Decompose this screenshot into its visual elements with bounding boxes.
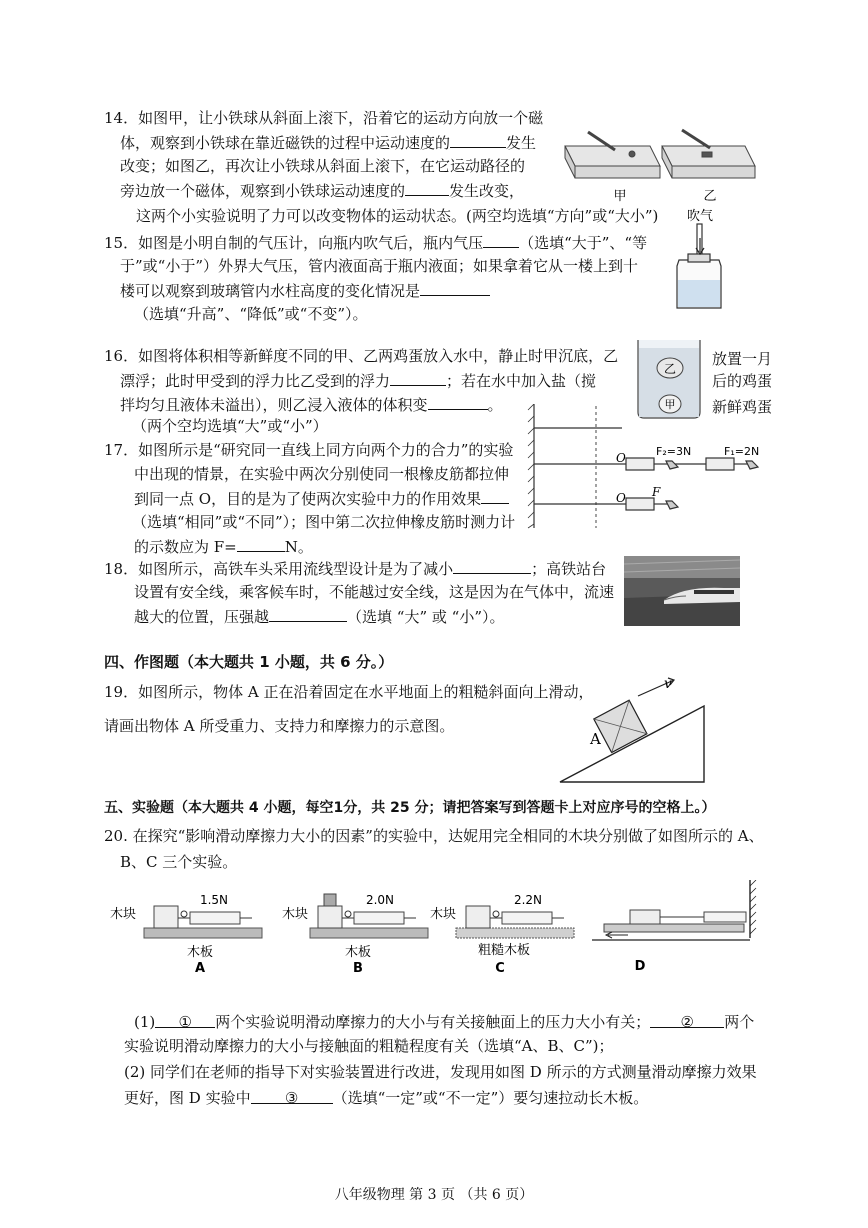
q16-egg-jia: 甲 <box>664 398 676 411</box>
q18-line3-tail: （选填 “大” 或 “小”）。 <box>347 608 505 626</box>
q16-line2-tail: ；若在水中加入盐（搅 <box>446 372 597 390</box>
q20-b-tag: B <box>353 961 363 976</box>
q19-line1: 19．如图所示，物体 A 正在沿着固定在水平地面上的粗糙斜面向上滑动， <box>104 683 594 701</box>
q20-d-tag: D <box>634 959 646 974</box>
q16-label-fresh: 新鲜鸡蛋 <box>712 398 773 416</box>
q15-line4: （选填“升高”、“降低”或“不变”）。 <box>134 305 368 323</box>
q17-blank-2 <box>237 536 285 552</box>
q17-label-o1: O <box>616 451 626 465</box>
q14-line2 <box>120 132 536 153</box>
q18-train-photo <box>624 556 740 626</box>
q20-b-board: 木板 <box>344 945 372 960</box>
q14-label-jia: 甲 <box>613 189 627 204</box>
q15-line1 <box>104 232 647 253</box>
q17-line4: （选填“相同”或“不同”）；图中第二次拉伸橡皮筋时测力计 <box>132 513 516 531</box>
q14-line1: 14．如图甲，让小铁球从斜面上滚下，沿着它的运动方向放一个磁 <box>104 109 544 127</box>
q15-blank-1 <box>483 232 519 248</box>
q16-label-old-1: 放置一月 <box>712 350 773 368</box>
q14-blank-1 <box>450 132 506 148</box>
q20-part1-tail: 两个 <box>724 1013 755 1031</box>
q16-line3 <box>120 394 503 415</box>
q15-label-chuiqi: 吹气 <box>686 209 714 224</box>
q20-part1-line2: 实验说明滑动摩擦力的大小与接触面的粗糙程度有关（选填“A、B、C”)； <box>124 1037 614 1055</box>
page-footer: 八年级物理 第 3 页 （共 6 页） <box>334 1187 534 1203</box>
q16-line3-text: 拌均匀且液体未溢出），则乙浸入液体的体积变 <box>120 396 428 414</box>
q18-line1 <box>104 558 606 579</box>
q18-line2: 设置有安全线，乘客候车时，不能越过安全线，这是因为在气体中，流速 <box>134 583 615 601</box>
q20-figure-c <box>430 884 578 976</box>
q19-label-a: A <box>590 730 601 748</box>
q19-line2: 请画出物体 A 所受重力、支持力和摩擦力的示意图。 <box>104 717 455 735</box>
q15-line1-text: 15．如图是小明自制的气压计，向瓶内吹气后，瓶内气压 <box>104 234 484 252</box>
q17-label-f2: F₂=3N <box>656 445 692 458</box>
q20-part2-tail: （选填“一定”或“不一定”）要匀速拉动长木板。 <box>332 1089 649 1107</box>
q20-a-tag: A <box>194 961 206 976</box>
q17-line2: 中出现的情景，在实验中两次分别使同一根橡皮筋都拉伸 <box>134 465 510 483</box>
q16-blank-1 <box>390 370 446 386</box>
q14-line3: 改变；如图乙，再次让小铁球从斜面上滚下，在它运动路径的 <box>120 157 526 175</box>
q15-line3 <box>120 280 490 301</box>
q20-part2-line1: (2) 同学们在老师的指导下对实验装置进行改进，发现用如图 D 所示的方式测量滑动摩擦力效果 <box>124 1063 757 1081</box>
q16-line2 <box>120 370 596 391</box>
q16-label-old-2: 后的鸡蛋 <box>712 372 773 390</box>
q20-a-board: 木板 <box>186 945 214 960</box>
q17-line5-text: 的示数应为 F= <box>134 538 237 556</box>
q19-label-v: v <box>664 676 672 692</box>
q14-line4-text: 旁边放一个磁体，观察到小铁球运动速度的 <box>120 182 406 200</box>
q14-line2-text: 体，观察到小铁球在靠近磁铁的过程中运动速度的 <box>120 134 451 152</box>
q20-c-board: 粗糙木板 <box>477 943 531 958</box>
q17-line5 <box>134 536 313 557</box>
q15-line3-text: 楼可以观察到玻璃管内水柱高度的变化情况是 <box>120 282 421 300</box>
q20-b-force: 2.0N <box>365 893 395 907</box>
q20-blank-1: ① <box>155 1012 215 1028</box>
q20-part1-line1 <box>134 1012 754 1032</box>
q14-line5: 这两个小实验说明了力可以改变物体的运动状态。(两空均选填“方向”或“大小”) <box>136 207 659 225</box>
q16-line1: 16．如图将体积相等新鲜度不同的甲、乙两鸡蛋放入水中，静止时甲沉底，乙 <box>104 347 619 365</box>
q15-blank-2 <box>420 280 490 296</box>
q17-line5-tail: N。 <box>284 538 313 556</box>
q20-figure-a <box>108 884 268 976</box>
q17-label-f: F <box>652 485 661 499</box>
q17-blank-1 <box>481 488 509 504</box>
q14-line4 <box>120 180 524 201</box>
q17-line3-text: 到同一点 O，目的是为了使两次实验中力的作用效果 <box>134 490 482 508</box>
q20-part1-label: (1) <box>134 1013 156 1031</box>
q20-figure-b <box>282 884 432 976</box>
q15-line2: 于”或“小于”）外界大气压，管内液面高于瓶内液面；如果拿着它从一楼上到十 <box>120 257 639 275</box>
q20-part2-text: 更好，图 D 实验中 <box>124 1089 251 1107</box>
q17-line3 <box>134 488 509 509</box>
q20-part2-line2 <box>124 1088 648 1108</box>
q20-blank-2: ② <box>650 1012 724 1028</box>
q16-line2-text: 漂浮；此时甲受到的浮力比乙受到的浮力 <box>120 372 391 390</box>
q17-figure <box>526 404 784 532</box>
q20-part1-text: 两个实验说明滑动摩擦力的大小与有关接触面上的压力大小有关； <box>215 1013 651 1031</box>
q20-c-tag: C <box>495 961 505 976</box>
q18-line1-text: 18．如图所示，高铁车头采用流线型设计是为了减小 <box>104 560 454 578</box>
q20-figure-d <box>584 880 760 976</box>
q14-label-yi: 乙 <box>703 189 717 204</box>
q20-line1: 20. 在探究“影响滑动摩擦力大小的因素”的实验中，达妮用完全相同的木块分别做了如图所示的 A、 <box>104 827 764 845</box>
section-4-heading: 四、作图题（本大题共 1 小题，共 6 分。） <box>104 653 394 671</box>
q20-blank-3: ③ <box>251 1088 333 1104</box>
q15-line1-tail: （选填“大于”、“等 <box>519 234 648 252</box>
q20-b-block: 木块 <box>282 907 309 922</box>
q18-line1-tail: ；高铁站台 <box>531 560 607 578</box>
q14-figure <box>560 106 760 206</box>
q14-blank-2 <box>405 180 449 196</box>
section-5-heading: 五、实验题（本大题共 4 小题，每空1分，共 25 分；请把答案写到答题卡上对应序号的空格上。） <box>104 800 716 816</box>
q15-figure <box>664 208 734 318</box>
q20-c-block: 木块 <box>430 907 457 922</box>
q17-label-f1: F₁=2N <box>724 445 760 458</box>
q16-line3-tail: 。 <box>487 396 503 414</box>
q16-egg-yi: 乙 <box>663 362 677 376</box>
q20-line2: B、C 三个实验。 <box>120 853 238 871</box>
q19-incline-figure <box>558 672 706 786</box>
q18-blank-1 <box>453 558 531 574</box>
q14-line2-tail: 发生 <box>506 134 537 152</box>
q18-line3 <box>134 606 505 627</box>
q16-blank-2 <box>428 394 488 410</box>
q16-line4: （两个空均选填“大”或“小”） <box>132 417 328 435</box>
q18-line3-text: 越大的位置，压强越 <box>134 608 270 626</box>
q18-blank-2 <box>269 606 347 622</box>
q14-line4-tail: 发生改变， <box>449 182 525 200</box>
q20-a-block: 木块 <box>110 907 137 922</box>
q17-label-o2: O <box>616 491 626 505</box>
q20-c-force: 2.2N <box>513 893 543 907</box>
q17-line1: 17．如图所示是“研究同一直线上同方向两个力的合力”的实验 <box>104 441 514 459</box>
q20-a-force: 1.5N <box>199 893 229 907</box>
